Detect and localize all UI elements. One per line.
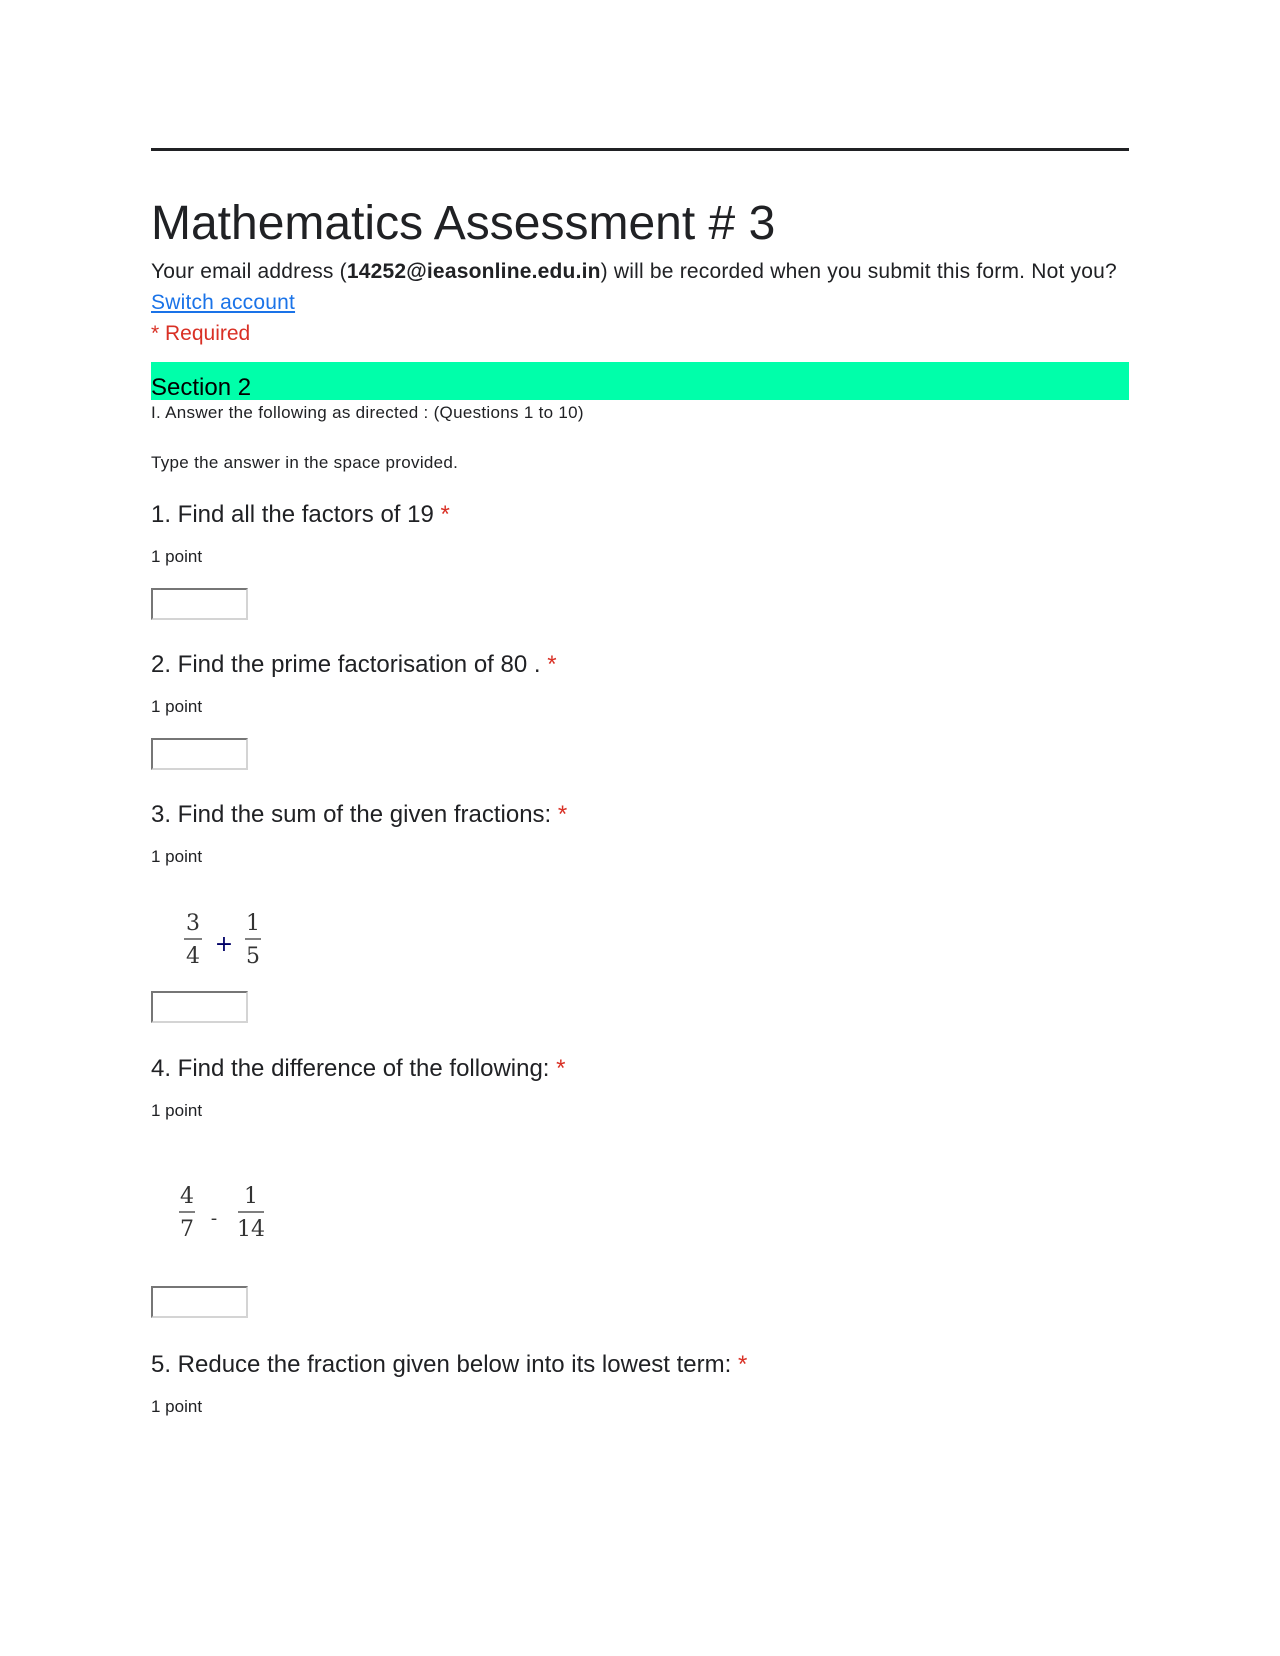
question-4 (151, 1054, 1129, 1242)
question-points: 1 point (151, 847, 203, 866)
section-desc-line1: I. Answer the following as directed : (Questions 1 to 10) (151, 403, 584, 422)
question-title (151, 1350, 1129, 1380)
fraction-b-numerator: 1 (244, 1184, 258, 1209)
section-desc-line2: Type the answer in the space provided. (151, 453, 459, 472)
answer-input-1[interactable] (151, 588, 248, 620)
question-2 (151, 650, 1129, 718)
email-address: 14252@ieasonline.edu.in (346, 260, 601, 283)
question-text: 5. Reduce the fraction given below into its lowest term: (151, 1351, 732, 1378)
top-divider (151, 148, 1129, 151)
fraction-b-denominator: 14 (237, 1217, 265, 1242)
answer-input-4[interactable] (151, 1286, 248, 1318)
required-asterisk: * (737, 1351, 748, 1378)
form-page (151, 148, 1129, 476)
section-title: Section 2 (151, 374, 252, 401)
email-suffix: ) will be recorded when you submit this form. Not you? (600, 260, 1117, 283)
fraction-a-numerator: 4 (180, 1184, 194, 1209)
question-points: 1 point (151, 697, 203, 716)
email-notice (151, 256, 1129, 318)
question-title (151, 650, 1129, 680)
question-text: 2. Find the prime factorisation of 80 . (151, 651, 541, 678)
fraction-sum-image (151, 906, 271, 976)
question-points: 1 point (151, 1397, 203, 1416)
plus-operator: + (214, 932, 234, 957)
fraction-b-denominator: 5 (246, 944, 260, 969)
fraction-a-denominator: 7 (180, 1217, 194, 1242)
question-3 (151, 800, 1129, 969)
section-description (151, 400, 1129, 476)
fraction-a-denominator: 4 (186, 944, 200, 969)
required-asterisk: * (556, 1055, 566, 1082)
question-1 (151, 500, 1129, 568)
required-asterisk: * (557, 801, 568, 828)
answer-input-3[interactable] (151, 991, 248, 1023)
fraction-b-numerator: 1 (246, 911, 260, 936)
fraction-a-numerator: 3 (186, 911, 200, 936)
minus-operator: - (210, 1208, 218, 1229)
question-text: 4. Find the difference of the following: (151, 1055, 550, 1082)
required-asterisk: * (440, 501, 450, 528)
required-asterisk: * (547, 651, 557, 678)
question-points: 1 point (151, 547, 203, 566)
email-prefix: Your email address ( (151, 260, 347, 283)
question-text: 3. Find the sum of the given fractions: (151, 801, 552, 828)
section-header (151, 362, 1129, 400)
fraction-difference-image (151, 1179, 271, 1249)
question-title (151, 800, 1129, 830)
form-title: Mathematics Assessment # 3 (151, 197, 776, 250)
switch-account-link[interactable]: Switch account (151, 291, 296, 314)
question-title (151, 1054, 1129, 1084)
question-5 (151, 1350, 1129, 1418)
question-text: 1. Find all the factors of 19 (151, 501, 434, 528)
required-note: * Required (151, 322, 251, 345)
question-title (151, 500, 1129, 530)
question-points: 1 point (151, 1101, 203, 1120)
answer-input-2[interactable] (151, 738, 248, 770)
